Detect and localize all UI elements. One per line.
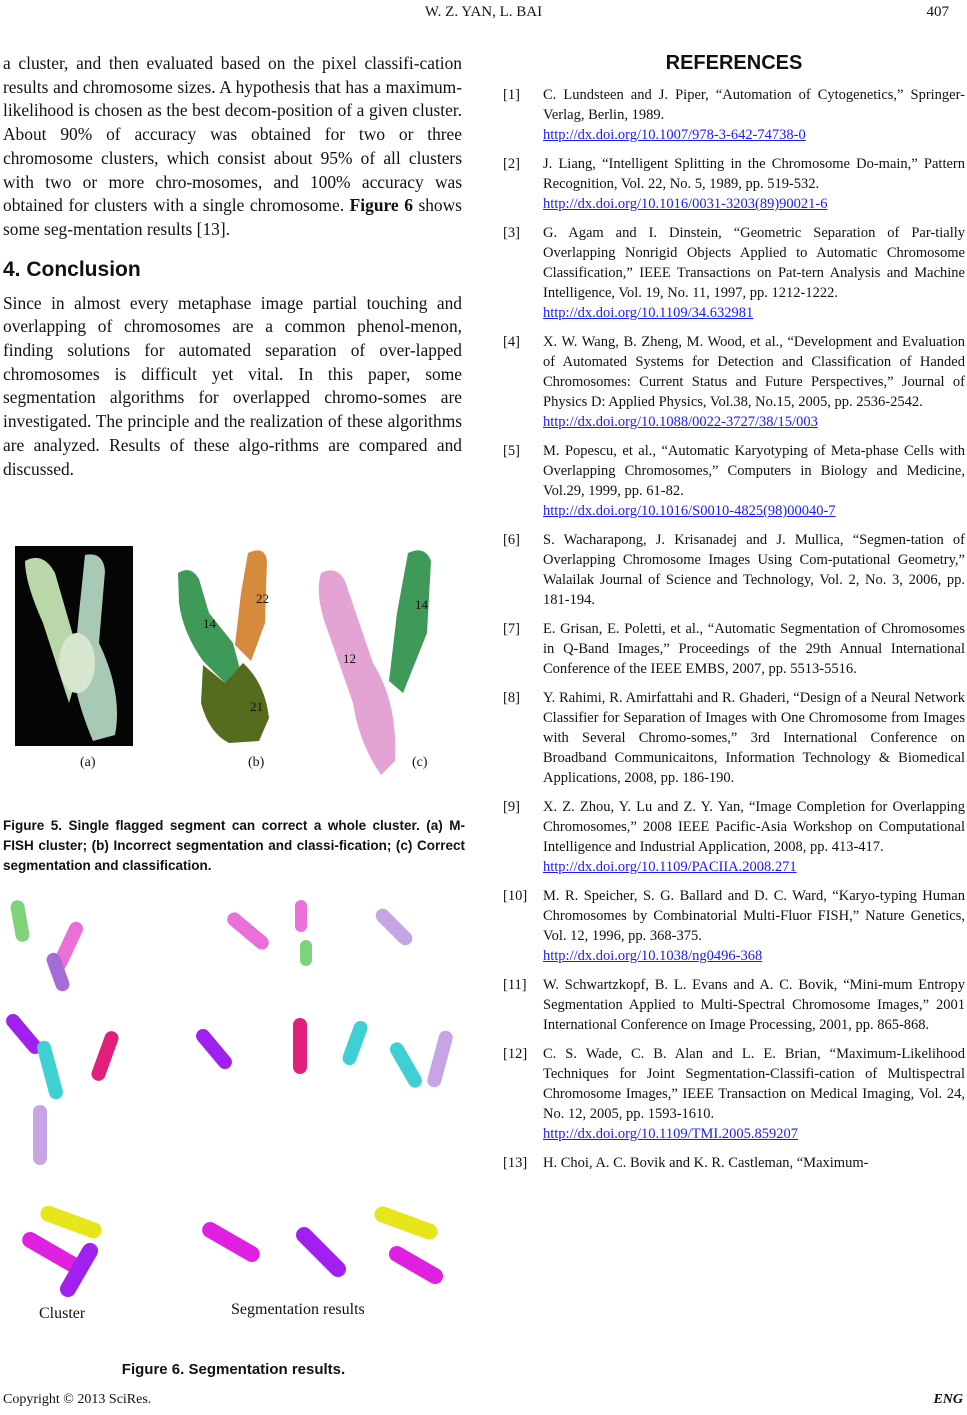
page-footer bbox=[3, 1392, 963, 1408]
reference-item bbox=[503, 154, 965, 214]
row2-results bbox=[193, 1018, 454, 1090]
doi-link[interactable]: http://dx.doi.org/10.1016/0031-3203(89)90021-6 bbox=[543, 196, 828, 212]
reference-item bbox=[503, 886, 965, 966]
fig5-sub-b: (b) bbox=[248, 755, 265, 770]
reference-item bbox=[503, 530, 965, 610]
reference-text bbox=[543, 223, 965, 323]
reference-citation: H. Choi, A. C. Bovik and K. R. Castleman, “Maximum- bbox=[543, 1155, 869, 1171]
doi-link[interactable]: http://dx.doi.org/10.1109/PACIIA.2008.271 bbox=[543, 859, 797, 875]
intro-paragraph bbox=[3, 52, 462, 242]
fig5-sub-a: (a) bbox=[80, 755, 96, 770]
doi-link[interactable]: http://dx.doi.org/10.1038/ng0496-368 bbox=[543, 948, 763, 964]
journal-abbrev: ENG bbox=[933, 1392, 963, 1407]
figure-6-caption: Figure 6. Segmentation results. bbox=[121, 1361, 346, 1378]
reference-number: [6] bbox=[503, 532, 520, 548]
segment-14-c bbox=[389, 550, 431, 693]
conclusion-paragraph: Since in almost every metaphase image partial touching and overlapping of chromosomes are a common phenol-menon, finding solutions for automated separation of over-lapped chromosomes is difficult yet vital. In this paper, some segmentation algorithms for overlapped chromo-somes are investigated. The principle and the realization of these algorithms are analyzed. Results of these algo-rithms are compared and discussed. bbox=[3, 292, 462, 479]
reference-item bbox=[503, 1044, 965, 1144]
intro-text-end: shows some seg-mentation results [13]. bbox=[3, 195, 462, 239]
reference-citation: E. Grisan, E. Poletti, et al., “Automatic Segmentation of Chromosomes in Q-Band Images,” Proceedings of the 29th Annual International Conference of the IEEE EMBS, 2007, pp. 5513-5516. bbox=[543, 621, 965, 677]
page-number: 407 bbox=[926, 4, 949, 20]
left-column bbox=[3, 52, 462, 481]
reference-text bbox=[543, 797, 965, 877]
reference-text bbox=[543, 85, 965, 145]
reference-citation: X. W. Wang, B. Zheng, M. Wood, et al., “Development and Evaluation of Automated Systems for Detection and Classification of Handed Chromosomes: Current Status and Future Perspectives,” Journal of Physics D: Applied Physics, Vol.38, No.15, 2005, pp. 2536-2542. bbox=[543, 334, 965, 410]
reference-citation: C. Lundsteen and J. Piper, “Automation of Cytogenetics,” Springer-Verlag, Berlin, 1989. bbox=[543, 87, 965, 123]
figure-5-caption: Figure 5. Single flagged segment can correct a whole cluster. (a) M-FISH cluster; (b) Incorrect segmentation and classi-fication; (c) Correct segmentation and classification. bbox=[3, 818, 465, 873]
reference-text bbox=[543, 688, 965, 788]
reference-list bbox=[503, 85, 965, 1173]
reference-number: [8] bbox=[503, 690, 520, 706]
page-header bbox=[0, 4, 967, 26]
figure-5 bbox=[3, 543, 462, 793]
reference-citation: X. Z. Zhou, Y. Lu and Z. Y. Yan, “Image Completion for Overlapping Chromosomes,” 2008 IEEE Pacific-Asia Workshop on Computational Intelligence and Industrial Application, 2008, pp. 413-417. bbox=[543, 799, 965, 855]
reference-text bbox=[543, 975, 965, 1035]
row3-results bbox=[199, 1204, 446, 1287]
reference-citation: J. Liang, “Intelligent Splitting in the Chromosome Do-main,” Pattern Recognition, Vol. 22, No. 5, 1989, pp. 519-532. bbox=[543, 156, 965, 192]
reference-citation: M. Popescu, et al., “Automatic Karyotyping of Meta-phase Cells with Overlapping Chromosomes,” Computers in Biology and Medicine, Vol.29, 1999, pp. 61-82. bbox=[543, 443, 965, 499]
reference-item bbox=[503, 619, 965, 679]
fish-overlap-region bbox=[59, 633, 95, 693]
doi-link[interactable]: http://dx.doi.org/10.1109/34.632981 bbox=[543, 305, 754, 321]
row3-cluster bbox=[19, 1204, 104, 1300]
references-title: REFERENCES bbox=[665, 52, 803, 74]
segment-12-c bbox=[319, 570, 396, 775]
section-title: 4. Conclusion bbox=[3, 257, 141, 281]
label-12-c: 12 bbox=[343, 651, 356, 666]
reference-item bbox=[503, 1153, 965, 1173]
reference-text bbox=[543, 1044, 965, 1144]
copyright-notice: Copyright © 2013 SciRes. bbox=[3, 1392, 152, 1407]
reference-number: [12] bbox=[503, 1046, 528, 1062]
reference-text bbox=[543, 886, 965, 966]
reference-citation: W. Schwartzkopf, B. L. Evans and A. C. Bovik, “Mini-mum Entropy Segmentation Applied to Multi-Spectral Chromosome Images,” 2001 International Conference on Image Processing, 2001, pp. 865-868. bbox=[543, 977, 965, 1033]
segmentation-results-label: Segmentation results bbox=[231, 1301, 365, 1318]
reference-item bbox=[503, 332, 965, 432]
reference-number: [10] bbox=[503, 888, 528, 904]
fig5-sub-c: (c) bbox=[412, 755, 428, 770]
label-14-c: 14 bbox=[415, 597, 428, 612]
reference-number: [2] bbox=[503, 156, 520, 172]
reference-text bbox=[543, 332, 965, 432]
row2-cluster bbox=[3, 1011, 120, 1165]
reference-citation: S. Wacharapong, J. Krisanadej and J. Mullica, “Segmen-tation of Overlapping Chromosome Images Using Com-putational Geometry,” Walailak Journal of Science and Technology, Vol. 2, No. 3, 2006, pp. 181-194. bbox=[543, 532, 965, 608]
intro-text: a cluster, and then evaluated based on the pixel classifi-cation results and chromosome sizes. A hypothesis that has a maximum-likelihood is chosen as the best decom-position of a given cluster. About 90% of accuracy was obtained for two or three chromosome clusters, which consist about 95% of all clusters with two or more chro-mosomes, and 100% accuracy was obtained for clusters with a single chromosome. bbox=[3, 53, 462, 216]
reference-citation: M. R. Speicher, S. G. Ballard and D. C. Ward, “Karyo-typing Human Chromosomes by Combinatorial Multi-Fluor FISH,” Nature Genetics, Vol. 12, 1996, pp. 368-375. bbox=[543, 888, 965, 944]
label-14-b: 14 bbox=[203, 616, 216, 631]
doi-link[interactable]: http://dx.doi.org/10.1088/0022-3727/38/15/003 bbox=[543, 414, 818, 430]
reference-item bbox=[503, 85, 965, 145]
running-head-authors: W. Z. YAN, L. BAI bbox=[424, 4, 543, 20]
reference-number: [4] bbox=[503, 334, 520, 350]
figure-6 bbox=[3, 890, 462, 1330]
reference-text bbox=[543, 530, 965, 610]
cluster-label: Cluster bbox=[39, 1305, 86, 1322]
reference-number: [3] bbox=[503, 225, 520, 241]
doi-link[interactable]: http://dx.doi.org/10.1007/978-3-642-74738-0 bbox=[543, 127, 806, 143]
reference-citation: G. Agam and I. Dinstein, “Geometric Separation of Par-tially Overlapping Nonrigid Objects Applied to Automatic Chromosome Classification,” IEEE Transactions on Pat-tern Analysis and Machine Intelligence, Vol. 19, No. 11, 1997, pp. 1212-1222. bbox=[543, 225, 965, 301]
reference-item bbox=[503, 441, 965, 521]
row1-results bbox=[224, 900, 415, 966]
reference-number: [5] bbox=[503, 443, 520, 459]
reference-item bbox=[503, 223, 965, 323]
reference-item bbox=[503, 797, 965, 877]
reference-item bbox=[503, 688, 965, 788]
reference-number: [9] bbox=[503, 799, 520, 815]
reference-citation: C. S. Wade, C. B. Alan and L. E. Brian, “Maximum-Likelihood Techniques for Joint Segmentation-Classifi-cation of Multispectral Chromosome Images,” IEEE Transaction on Medical Imaging, Vol. 24, No. 12, 2005, pp. 1593-1610. bbox=[543, 1046, 965, 1122]
reference-number: [1] bbox=[503, 87, 520, 103]
references-column bbox=[503, 52, 965, 1182]
label-22-b: 22 bbox=[256, 591, 269, 606]
reference-citation: Y. Rahimi, R. Amirfattahi and R. Ghaderi, “Design of a Neural Network Classifier for Separation of Images with One Chromosome from Images with Several Chromo-somes,” 3rd International Conference on Broadband Communicaitons, Information Technology & Biomedical Applications, 2008, pp. 186-190. bbox=[543, 690, 965, 786]
reference-number: [11] bbox=[503, 977, 527, 993]
reference-text bbox=[543, 1153, 965, 1173]
reference-number: [7] bbox=[503, 621, 520, 637]
reference-number: [13] bbox=[503, 1155, 528, 1171]
doi-link[interactable]: http://dx.doi.org/10.1109/TMI.2005.859207 bbox=[543, 1126, 798, 1142]
reference-text bbox=[543, 441, 965, 521]
reference-text bbox=[543, 154, 965, 214]
figure-6-reference: Figure 6 bbox=[349, 195, 413, 216]
reference-item bbox=[503, 975, 965, 1035]
reference-text bbox=[543, 619, 965, 679]
label-21-b: 21 bbox=[250, 699, 263, 714]
doi-link[interactable]: http://dx.doi.org/10.1016/S0010-4825(98)00040-7 bbox=[543, 503, 836, 519]
row1-cluster bbox=[9, 899, 85, 993]
